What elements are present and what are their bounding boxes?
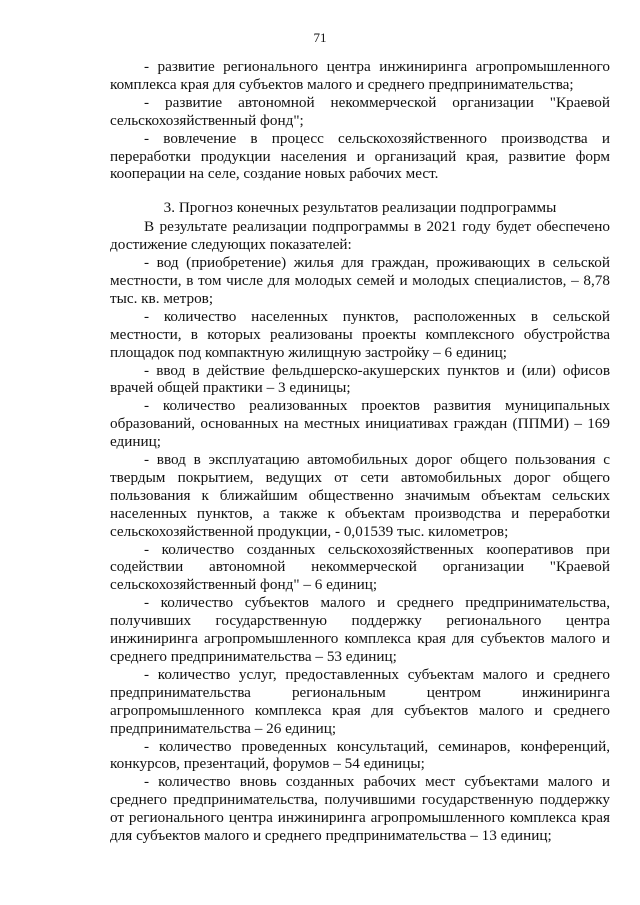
document-body (110, 58, 610, 845)
indicator-item: - количество созданных сельскохозяйственных кооперативов при содействии автономной некоммерческой организации "Краевой сельскохозяйственный фонд" – 6 единиц; (110, 540, 610, 594)
page-number: 71 (313, 30, 327, 45)
indicator-item: - ввод в эксплуатацию автомобильных дорог общего пользования с твердым покрытием, ведущих от сети автомобильных дорог общего пользования к ближайшим общественно значимым объектам сельских населенных пунктов, а также к объектам производства и переработки сельскохозяйственной продукции, - 0,01539 тыс. километров; (110, 451, 610, 540)
list-item: - развитие регионального центра инжиниринга агропромышленного комплекса края для субъектов малого и среднего предпринимательства; (110, 58, 610, 93)
indicator-item: - количество услуг, предоставленных субъектам малого и среднего предпринимательства региональным центром инжиниринга агропромышленного комплекса края для субъектов малого и среднего предпринимательства – 26 единиц; (110, 665, 610, 737)
indicator-item: - количество проведенных консультаций, семинаров, конференций, конкурсов, презентаций, форумов – 54 единицы; (110, 737, 610, 773)
list-item: - развитие автономной некоммерческой организации "Краевой сельскохозяйственный фонд"; (110, 93, 610, 129)
indicator-item: - количество субъектов малого и среднего предпринимательства, получивших государственную поддержку регионального центра инжиниринга агропромышленного комплекса края для субъектов малого и среднего предпринимательства – 53 единиц; (110, 594, 610, 665)
intro-paragraph: В результате реализации подпрограммы в 2021 году будет обеспечено достижение следующих показателей: (110, 218, 610, 254)
indicator-item: - количество населенных пунктов, расположенных в сельской местности, в которых реализованы проекты комплексного обустройства площадок под компактную жилищную застройку – 6 единиц; (110, 307, 610, 361)
section-heading: 3. Прогноз конечных результатов реализации подпрограммы (163, 199, 557, 217)
indicator-item: - количество вновь созданных рабочих мест субъектами малого и среднего предпринимательства, получившими государственную поддержку от регионального центра инжиниринга агропромышленного комплекса края для субъектов малого и среднего предпринимательства – 13 единиц; (110, 773, 610, 845)
list-item: - вовлечение в процесс сельскохозяйственного производства и переработки продукции населения и организаций края, развитие форм кооперации на селе, создание новых рабочих мест. (110, 129, 610, 183)
indicator-item: - ввод в действие фельдшерско-акушерских пунктов и (или) офисов врачей общей практики – 3 единицы; (110, 361, 610, 397)
indicator-item: - количество реализованных проектов развития муниципальных образований, основанных на местных инициативах граждан (ППМИ) – 169 единиц; (110, 397, 610, 451)
indicator-item: - вод (приобретение) жилья для граждан, проживающих в сельской местности, в том числе для молодых семей и молодых специалистов, – 8,78 тыс. кв. метров; (110, 254, 610, 307)
